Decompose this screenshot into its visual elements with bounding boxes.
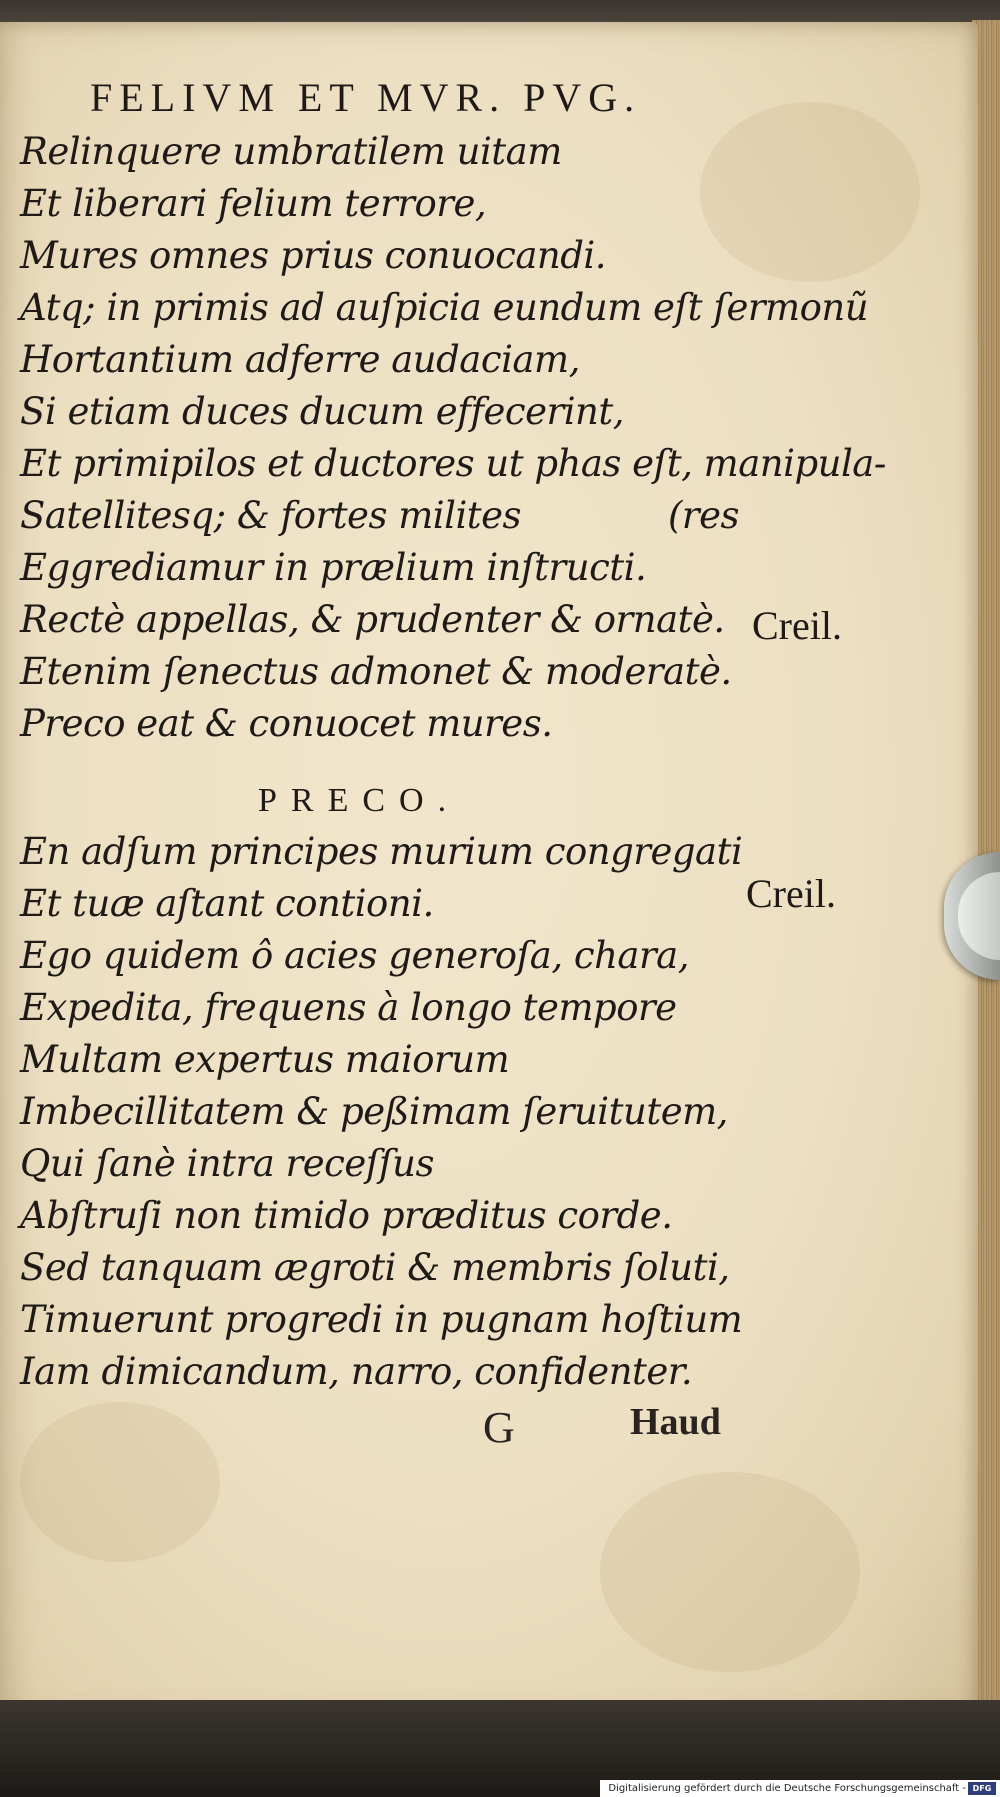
verse-line: Preco eat & conuocet mures. — [20, 702, 553, 745]
verse-line: Iam dimicandum, narro, confidenter. — [20, 1350, 693, 1393]
verse-line: Et primipilos et ductores ut phas eſt, manipula- — [20, 442, 886, 485]
verse-line: Satellitesq; & fortes milites — [20, 494, 522, 537]
verse-line: Hortantium adferre audaciam, — [20, 338, 580, 381]
signature-mark: G — [483, 1403, 515, 1452]
verse-line: Timuerunt progredi in pugnam hoſtium — [20, 1298, 743, 1341]
catchword: Haud — [630, 1401, 721, 1443]
verse-line: En adſum principes murium congregati — [20, 830, 743, 873]
verse-line: Atq; in primis ad auſpicia eundum eſt ſermonũ — [20, 286, 869, 329]
speaker-heading: PRECO. — [258, 782, 461, 819]
verse-line: Sed tanquam ægroti & membris ſoluti, — [20, 1246, 730, 1289]
verse-line: Expedita, frequens à longo tempore — [20, 986, 677, 1029]
verse-line: Eggrediamur in prælium inſtructi. — [20, 546, 647, 589]
paper-stain — [600, 1472, 860, 1672]
margin-note: Creil. — [746, 871, 836, 916]
verse-line: Abſtruſi non timido præditus corde. — [20, 1194, 673, 1237]
verse-line: Rectè appellas, & prudenter & ornatè. — [20, 598, 725, 641]
turnover-word: (res — [668, 494, 740, 537]
verse-line: Relinquere umbratilem uitam — [20, 130, 562, 173]
digitization-credit: Digitalisierung gefördert durch die Deutsche Forschungsgemeinschaft - — [600, 1780, 1000, 1797]
paper-stain — [700, 102, 920, 282]
verse-line: Imbecillitatem & peßimam ſeruitutem, — [20, 1090, 728, 1133]
paper-stain — [20, 1402, 220, 1562]
verse-line: Et liberari felium terrore, — [20, 182, 487, 225]
verse-line: Et tuæ aſtant contioni. — [20, 882, 434, 925]
running-head: FELIVM ET MVR. PVG. — [90, 75, 642, 120]
verse-line: Etenim ſenectus admonet & moderatè. — [20, 650, 732, 693]
verse-line: Mures omnes prius conuocandi. — [20, 234, 606, 277]
dfg-logo: DFG — [968, 1782, 996, 1795]
verse-line: Multam expertus maiorum — [20, 1038, 510, 1081]
margin-note: Creil. — [752, 603, 842, 648]
verse-line: Ego quidem ô acies generoſa, chara, — [20, 934, 689, 977]
verse-line: Si etiam duces ducum effecerint, — [20, 390, 625, 433]
verse-line: Qui ſanè intra receſſus — [20, 1142, 434, 1185]
book-page — [0, 22, 978, 1718]
